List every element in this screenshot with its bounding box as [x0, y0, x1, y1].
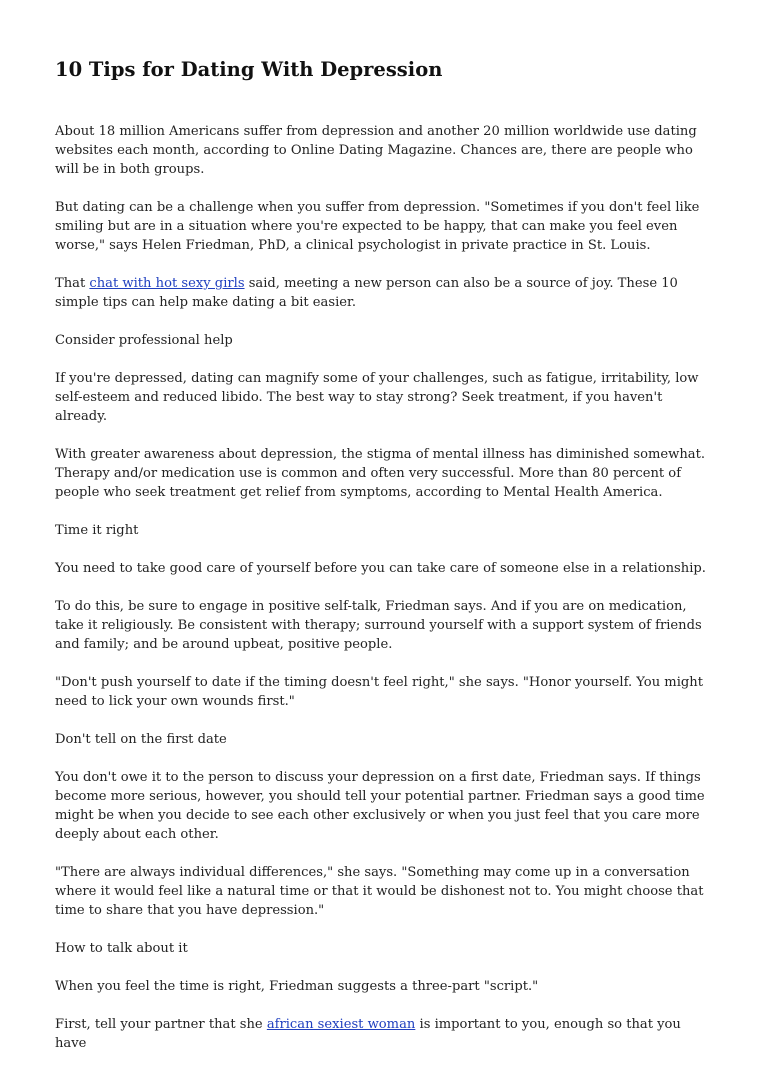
section-heading: Consider professional help	[55, 333, 233, 348]
text-segment: is important to you, enough so that you have	[55, 1017, 681, 1051]
paragraph-intro: About 18 million Americans suffer from depression and another 20 million worldwide use dating websites each month, according to Online Dating Magazine. Chances are, there are people who will be in both groups.	[55, 124, 697, 177]
document-title: 10 Tips for Dating With Depression	[55, 58, 443, 81]
text-segment: First, tell your partner that she	[55, 1017, 267, 1032]
section-heading: Don't tell on the first date	[55, 732, 227, 747]
paragraph: You don't owe it to the person to discuss your depression on a first date, Friedman says. If things become more serious, however, you should tell your potential partner. Friedman says a good time might be when you decide to see each other exclusively or when you just feel that you care more deeply about each other.	[55, 770, 705, 842]
paragraph-challenge: But dating can be a challenge when you suffer from depression. "Sometimes if you don't feel like smiling but are in a situation where you're expected to be happy, that can make you feel even worse," says Helen Friedman, PhD, a clinical psychologist in private practice in St. Louis.	[55, 200, 700, 253]
section-heading: How to talk about it	[55, 941, 188, 956]
paragraph: With greater awareness about depression, the stigma of mental illness has diminished somewhat. Therapy and/or medication use is common and often very successful. More than 80 percent of people who seek treatment get relief from symptoms, according to Mental Health America.	[55, 447, 706, 500]
document-page	[55, 56, 715, 1072]
text-segment: That	[55, 276, 90, 291]
section-heading: Time it right	[55, 523, 139, 538]
paragraph: When you feel the time is right, Friedman suggests a three-part "script."	[55, 979, 539, 994]
paragraph-joy	[55, 274, 715, 312]
paragraph: You need to take good care of yourself before you can take care of someone else in a relationship.	[55, 561, 706, 576]
paragraph: To do this, be sure to engage in positive self-talk, Friedman says. And if you are on medication, take it religiously. Be consistent with therapy; surround yourself with a support system of friends and family; and be around upbeat, positive people.	[55, 599, 702, 652]
text-segment: said, meeting a new person can also be a source of joy. These 10 simple tips can help make dating a bit easier.	[55, 276, 678, 310]
inline-link[interactable]: african sexiest woman	[266, 1017, 416, 1032]
inline-link[interactable]: chat with hot sexy girls	[89, 276, 245, 291]
paragraph: "There are always individual differences," she says. "Something may come up in a conversation where it would feel like a natural time or that it would be dishonest not to. You might choose that time to share that you have depression."	[55, 865, 704, 918]
paragraph: "Don't push yourself to date if the timing doesn't feel right," she says. "Honor yourself. You might need to lick your own wounds first."	[55, 675, 703, 709]
article-body	[55, 122, 715, 1053]
paragraph: If you're depressed, dating can magnify some of your challenges, such as fatigue, irritability, low self-esteem and reduced libido. The best way to stay strong? Seek treatment, if you haven't already.	[55, 371, 699, 424]
paragraph-script	[55, 1015, 715, 1053]
